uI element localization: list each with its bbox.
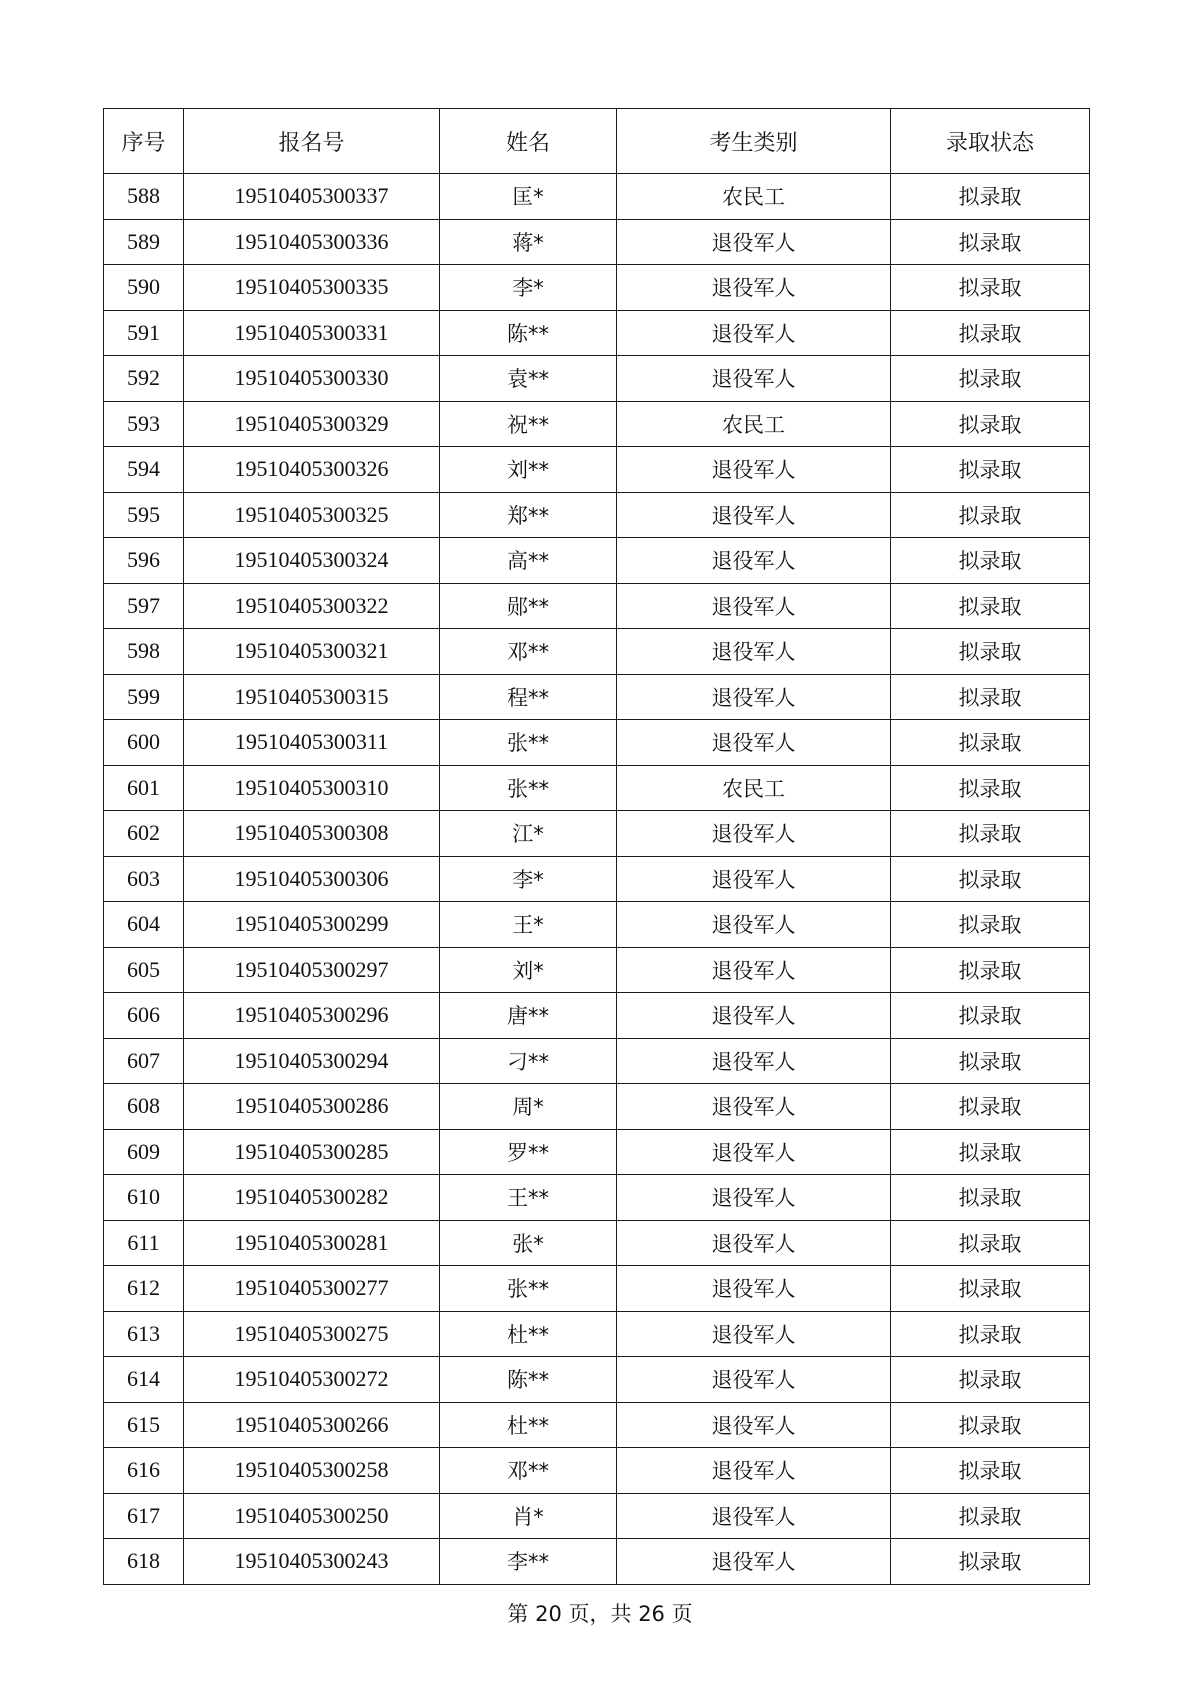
column-header-name: 姓名 [440, 109, 617, 174]
table-row [104, 265, 1090, 311]
table-row [104, 902, 1090, 948]
cell-index: 598 [104, 629, 184, 675]
cell-admission-status: 拟录取 [891, 538, 1090, 584]
cell-name: 蒋* [440, 219, 617, 265]
cell-candidate-category: 退役军人 [617, 629, 891, 675]
cell-candidate-category: 退役军人 [617, 811, 891, 857]
table-row [104, 1175, 1090, 1221]
cell-registration-number: 19510405300294 [184, 1038, 440, 1084]
table-row [104, 538, 1090, 584]
cell-name: 罗** [440, 1129, 617, 1175]
cell-admission-status: 拟录取 [891, 947, 1090, 993]
table-row [104, 356, 1090, 402]
cell-index: 600 [104, 720, 184, 766]
cell-registration-number: 19510405300321 [184, 629, 440, 675]
table-row [104, 1402, 1090, 1448]
cell-candidate-category: 退役军人 [617, 1539, 891, 1585]
cell-candidate-category: 退役军人 [617, 1084, 891, 1130]
cell-index: 599 [104, 674, 184, 720]
cell-admission-status: 拟录取 [891, 1311, 1090, 1357]
cell-candidate-category: 农民工 [617, 765, 891, 811]
cell-admission-status: 拟录取 [891, 902, 1090, 948]
cell-index: 614 [104, 1357, 184, 1403]
cell-registration-number: 19510405300297 [184, 947, 440, 993]
cell-candidate-category: 退役军人 [617, 219, 891, 265]
cell-registration-number: 19510405300310 [184, 765, 440, 811]
cell-candidate-category: 退役军人 [617, 674, 891, 720]
cell-name: 刁** [440, 1038, 617, 1084]
cell-name: 陈** [440, 310, 617, 356]
footer-prefix: 第 [507, 1602, 529, 1626]
cell-candidate-category: 退役军人 [617, 1129, 891, 1175]
table-row [104, 1220, 1090, 1266]
cell-index: 606 [104, 993, 184, 1039]
footer-total-pages: 26 [638, 1602, 665, 1626]
cell-registration-number: 19510405300337 [184, 174, 440, 220]
table-row [104, 447, 1090, 493]
cell-candidate-category: 退役军人 [617, 947, 891, 993]
cell-registration-number: 19510405300336 [184, 219, 440, 265]
cell-registration-number: 19510405300325 [184, 492, 440, 538]
cell-candidate-category: 退役军人 [617, 265, 891, 311]
cell-index: 613 [104, 1311, 184, 1357]
cell-candidate-category: 退役军人 [617, 356, 891, 402]
cell-candidate-category: 退役军人 [617, 447, 891, 493]
cell-candidate-category: 退役军人 [617, 856, 891, 902]
table-row [104, 993, 1090, 1039]
cell-admission-status: 拟录取 [891, 629, 1090, 675]
cell-index: 591 [104, 310, 184, 356]
cell-index: 616 [104, 1448, 184, 1494]
cell-name: 杜** [440, 1402, 617, 1448]
table-row [104, 1539, 1090, 1585]
cell-name: 刘** [440, 447, 617, 493]
table-row [104, 720, 1090, 766]
cell-index: 592 [104, 356, 184, 402]
cell-name: 周* [440, 1084, 617, 1130]
table-row [104, 492, 1090, 538]
cell-candidate-category: 退役军人 [617, 1266, 891, 1312]
cell-index: 597 [104, 583, 184, 629]
cell-index: 605 [104, 947, 184, 993]
cell-index: 602 [104, 811, 184, 857]
cell-candidate-category: 农民工 [617, 174, 891, 220]
cell-admission-status: 拟录取 [891, 1493, 1090, 1539]
cell-candidate-category: 退役军人 [617, 538, 891, 584]
cell-index: 590 [104, 265, 184, 311]
table-row [104, 174, 1090, 220]
cell-admission-status: 拟录取 [891, 765, 1090, 811]
cell-name: 程** [440, 674, 617, 720]
cell-index: 611 [104, 1220, 184, 1266]
footer-current-page: 20 [535, 1602, 562, 1626]
cell-registration-number: 19510405300330 [184, 356, 440, 402]
cell-admission-status: 拟录取 [891, 1266, 1090, 1312]
admission-table [103, 108, 1090, 1585]
cell-registration-number: 19510405300282 [184, 1175, 440, 1221]
cell-index: 609 [104, 1129, 184, 1175]
cell-registration-number: 19510405300258 [184, 1448, 440, 1494]
cell-candidate-category: 退役军人 [617, 1220, 891, 1266]
cell-admission-status: 拟录取 [891, 401, 1090, 447]
cell-index: 608 [104, 1084, 184, 1130]
cell-registration-number: 19510405300286 [184, 1084, 440, 1130]
cell-admission-status: 拟录取 [891, 492, 1090, 538]
cell-index: 604 [104, 902, 184, 948]
table-row [104, 310, 1090, 356]
table-row [104, 947, 1090, 993]
column-header-registration-number: 报名号 [184, 109, 440, 174]
cell-index: 615 [104, 1402, 184, 1448]
cell-name: 张* [440, 1220, 617, 1266]
cell-admission-status: 拟录取 [891, 447, 1090, 493]
cell-name: 袁** [440, 356, 617, 402]
table-row [104, 401, 1090, 447]
cell-candidate-category: 退役军人 [617, 993, 891, 1039]
cell-name: 王** [440, 1175, 617, 1221]
cell-registration-number: 19510405300266 [184, 1402, 440, 1448]
table-row [104, 856, 1090, 902]
cell-name: 杜** [440, 1311, 617, 1357]
cell-registration-number: 19510405300324 [184, 538, 440, 584]
cell-candidate-category: 退役军人 [617, 1311, 891, 1357]
cell-name: 李** [440, 1539, 617, 1585]
table-row [104, 1357, 1090, 1403]
cell-registration-number: 19510405300306 [184, 856, 440, 902]
cell-index: 588 [104, 174, 184, 220]
cell-index: 617 [104, 1493, 184, 1539]
table-row [104, 219, 1090, 265]
cell-admission-status: 拟录取 [891, 174, 1090, 220]
cell-candidate-category: 退役军人 [617, 310, 891, 356]
cell-name: 匡* [440, 174, 617, 220]
cell-name: 张** [440, 765, 617, 811]
table-row [104, 1129, 1090, 1175]
table-row [104, 811, 1090, 857]
cell-candidate-category: 农民工 [617, 401, 891, 447]
cell-registration-number: 19510405300308 [184, 811, 440, 857]
cell-registration-number: 19510405300243 [184, 1539, 440, 1585]
cell-admission-status: 拟录取 [891, 811, 1090, 857]
cell-admission-status: 拟录取 [891, 856, 1090, 902]
cell-admission-status: 拟录取 [891, 583, 1090, 629]
cell-registration-number: 19510405300331 [184, 310, 440, 356]
column-header-candidate-category: 考生类别 [617, 109, 891, 174]
cell-registration-number: 19510405300281 [184, 1220, 440, 1266]
header-row [104, 109, 1090, 174]
cell-index: 589 [104, 219, 184, 265]
cell-name: 张** [440, 720, 617, 766]
table-row [104, 765, 1090, 811]
cell-name: 李* [440, 265, 617, 311]
cell-name: 李* [440, 856, 617, 902]
column-header-admission-status: 录取状态 [891, 109, 1090, 174]
cell-candidate-category: 退役军人 [617, 583, 891, 629]
cell-name: 高** [440, 538, 617, 584]
cell-admission-status: 拟录取 [891, 1175, 1090, 1221]
cell-name: 邓** [440, 629, 617, 675]
cell-index: 594 [104, 447, 184, 493]
cell-candidate-category: 退役军人 [617, 1357, 891, 1403]
cell-candidate-category: 退役军人 [617, 1038, 891, 1084]
cell-admission-status: 拟录取 [891, 356, 1090, 402]
cell-index: 603 [104, 856, 184, 902]
cell-registration-number: 19510405300326 [184, 447, 440, 493]
footer-middle: 页，共 [568, 1602, 632, 1626]
cell-name: 祝** [440, 401, 617, 447]
cell-name: 郑** [440, 492, 617, 538]
cell-admission-status: 拟录取 [891, 720, 1090, 766]
cell-admission-status: 拟录取 [891, 1084, 1090, 1130]
table-row [104, 1266, 1090, 1312]
cell-admission-status: 拟录取 [891, 674, 1090, 720]
cell-candidate-category: 退役军人 [617, 1175, 891, 1221]
cell-name: 郧** [440, 583, 617, 629]
cell-admission-status: 拟录取 [891, 1129, 1090, 1175]
cell-name: 刘* [440, 947, 617, 993]
table-row [104, 1448, 1090, 1494]
cell-index: 607 [104, 1038, 184, 1084]
cell-name: 张** [440, 1266, 617, 1312]
cell-registration-number: 19510405300335 [184, 265, 440, 311]
cell-candidate-category: 退役军人 [617, 902, 891, 948]
cell-admission-status: 拟录取 [891, 1402, 1090, 1448]
page-footer [0, 1598, 1200, 1628]
cell-registration-number: 19510405300315 [184, 674, 440, 720]
table-header [104, 109, 1090, 174]
cell-admission-status: 拟录取 [891, 219, 1090, 265]
cell-index: 618 [104, 1539, 184, 1585]
cell-registration-number: 19510405300275 [184, 1311, 440, 1357]
cell-index: 596 [104, 538, 184, 584]
table-row [104, 1084, 1090, 1130]
cell-admission-status: 拟录取 [891, 1539, 1090, 1585]
cell-index: 593 [104, 401, 184, 447]
cell-candidate-category: 退役军人 [617, 1493, 891, 1539]
table-row [104, 629, 1090, 675]
cell-admission-status: 拟录取 [891, 265, 1090, 311]
cell-admission-status: 拟录取 [891, 1357, 1090, 1403]
table-row [104, 1038, 1090, 1084]
table-row [104, 583, 1090, 629]
cell-admission-status: 拟录取 [891, 1038, 1090, 1084]
cell-registration-number: 19510405300296 [184, 993, 440, 1039]
cell-candidate-category: 退役军人 [617, 720, 891, 766]
cell-name: 邓** [440, 1448, 617, 1494]
cell-admission-status: 拟录取 [891, 1220, 1090, 1266]
cell-index: 601 [104, 765, 184, 811]
table-row [104, 1311, 1090, 1357]
cell-registration-number: 19510405300250 [184, 1493, 440, 1539]
cell-name: 江* [440, 811, 617, 857]
column-header-index: 序号 [104, 109, 184, 174]
cell-registration-number: 19510405300277 [184, 1266, 440, 1312]
cell-index: 612 [104, 1266, 184, 1312]
cell-registration-number: 19510405300272 [184, 1357, 440, 1403]
cell-candidate-category: 退役军人 [617, 1402, 891, 1448]
footer-suffix: 页 [671, 1602, 693, 1626]
table-row [104, 1493, 1090, 1539]
cell-name: 王* [440, 902, 617, 948]
cell-registration-number: 19510405300322 [184, 583, 440, 629]
cell-candidate-category: 退役军人 [617, 1448, 891, 1494]
cell-registration-number: 19510405300311 [184, 720, 440, 766]
cell-registration-number: 19510405300299 [184, 902, 440, 948]
table-row [104, 674, 1090, 720]
cell-index: 595 [104, 492, 184, 538]
cell-index: 610 [104, 1175, 184, 1221]
table-body [104, 174, 1090, 1585]
cell-name: 肖* [440, 1493, 617, 1539]
cell-name: 唐** [440, 993, 617, 1039]
cell-candidate-category: 退役军人 [617, 492, 891, 538]
cell-admission-status: 拟录取 [891, 993, 1090, 1039]
cell-registration-number: 19510405300285 [184, 1129, 440, 1175]
cell-name: 陈** [440, 1357, 617, 1403]
cell-admission-status: 拟录取 [891, 310, 1090, 356]
cell-admission-status: 拟录取 [891, 1448, 1090, 1494]
cell-registration-number: 19510405300329 [184, 401, 440, 447]
